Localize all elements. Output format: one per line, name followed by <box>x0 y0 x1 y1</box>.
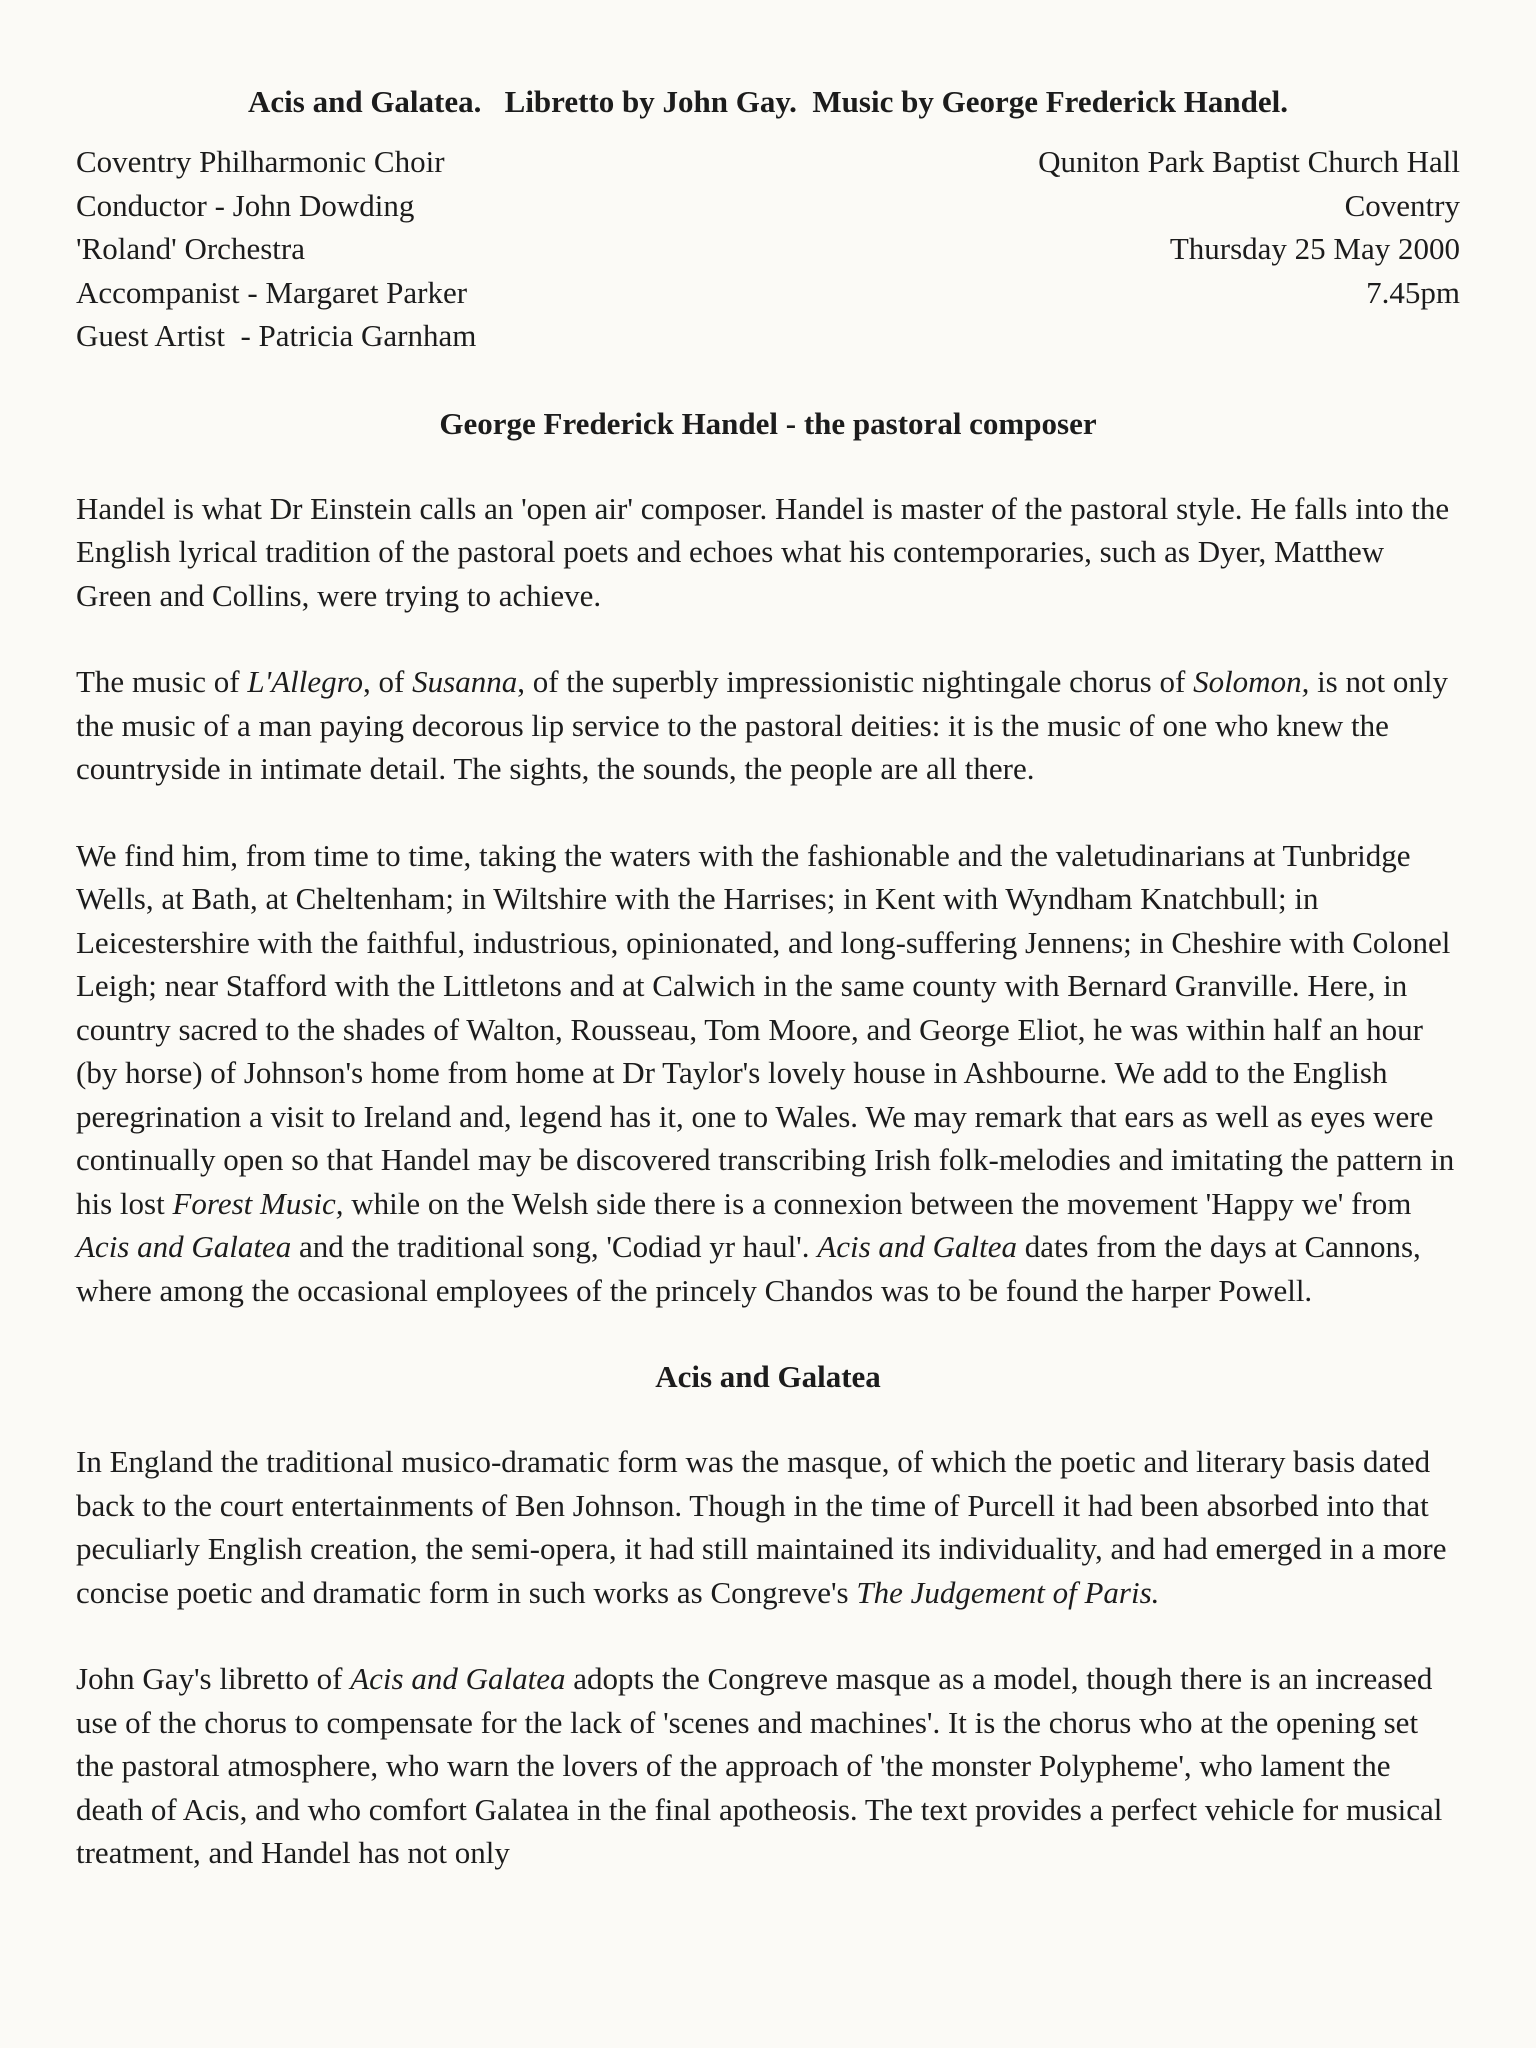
concert-date: Thursday 25 May 2000 <box>1169 231 1460 266</box>
paragraph <box>76 1657 1460 1875</box>
credit-choir: Coventry Philharmonic Choir <box>76 144 445 179</box>
work-title: Acis and Galtea <box>817 1229 1018 1264</box>
work-title: Forest Music, <box>172 1185 344 1221</box>
paragraph-text: The music of <box>76 664 248 699</box>
title-work: Acis and Galatea. <box>248 84 482 119</box>
section-heading-composer: George Frederick Handel - the pastoral composer <box>439 405 1097 441</box>
venue-city: Coventry <box>1344 187 1460 223</box>
paragraph <box>76 1440 1460 1614</box>
work-title: The Judgement of Paris. <box>856 1574 1160 1610</box>
paragraph-text: In England the traditional musico-dramatic form was the masque, of which the poetic and literary basis dated back to the court entertainments of Ben Johnson. Though in the time of Purcell it had been absorbed into that peculiarly English creation, the semi-opera, it had still maintained its individuality, and had emerged in a more concise poetic and dramatic form in such works as Congreve's <box>76 1444 1447 1610</box>
paragraph-text: dates from the days at Cannons, where among the occasional employees of the princely Chandos was to be found the harper Powell. <box>76 1229 1421 1308</box>
paragraph-text: and the traditional song, 'Codiad yr haul'. <box>291 1229 818 1264</box>
concert-info <box>76 140 1460 358</box>
paragraph-text: is not only the music of a man paying decorous lip service to the pastoral deities: it is the music of one who knew the countryside in intimate detail. The sights, the sounds, the people are all there. <box>76 664 1448 786</box>
work-title: L'Allegro <box>247 664 364 699</box>
work-title: Solomon, <box>1193 664 1310 699</box>
paragraph-text: , of <box>363 664 413 699</box>
paragraph-text: John Gay's libretto of <box>76 1661 351 1696</box>
work-title: Acis and Galatea <box>76 1229 292 1264</box>
paragraph <box>76 834 1460 1313</box>
paragraph-text: We find him, from time to time, taking the waters with the fashionable and the valetudinarians at Tunbridge Wells, at Bath, at Cheltenham; in Wiltshire with the Harrises; in Kent with Wyndham Knatchbull; in Leicestershire with the faithful, industrious, opinionated, and long-suffering Jennens; in Cheshire with Colonel Leigh; near Stafford with the Littletons and at Calwich in the same county with Bernard Granville. Here, in country sacred to the shades of Walton, Rousseau, Tom Moore, and George Eliot, he was within half an hour (by horse) of Johnson's home from home at Dr Taylor's lovely house in Ashbourne. We add to the English peregrination a visit to Ireland and, legend has it, one to Wales. We may remark that ears as well as eyes were continually open so that Handel may be discovered transcribing Irish folk-melodies and imitating the pattern in his lost <box>76 837 1455 1221</box>
paragraph-text: adopts the Congreve masque as a model, though there is an increased use of the chorus to compensate for the lack of 'scenes and machines'. It is the chorus who at the opening set the pastoral atmosphere, who warn the lovers of the approach of 'the monster Polypheme', who lament the death of Acis, and who comfort Galatea in the final apotheosis. The text provides a perfect vehicle for musical treatment, and Handel has not only <box>76 1661 1443 1870</box>
section-heading-acis: Acis and Galatea <box>655 1359 881 1394</box>
paragraph-text: while on the Welsh side there is a connexion between the movement 'Happy we' from <box>343 1185 1412 1221</box>
credits-list <box>76 140 476 358</box>
title-composer: Music by George Frederick Handel. <box>812 84 1288 119</box>
credit-conductor: Conductor - John Dowding <box>76 187 415 223</box>
work-title: Acis and Galatea <box>350 1661 566 1696</box>
paragraph-text: , of the superbly impressionistic nightingale chorus of <box>517 664 1194 699</box>
title-librettist: by John Gay. <box>622 84 797 119</box>
credit-accompanist: Accompanist - Margaret Parker <box>76 274 468 310</box>
paragraph <box>76 660 1460 791</box>
work-title: Susanna <box>412 664 518 699</box>
credit-orchestra: 'Roland' Orchestra <box>76 231 305 266</box>
concert-time: 7.45pm <box>1366 274 1460 310</box>
paragraph <box>76 487 1460 618</box>
venue-details <box>1038 140 1460 358</box>
venue-hall: Quniton Park Baptist Church Hall <box>1038 144 1460 179</box>
credit-guest-artist: Guest Artist - Patricia Garnham <box>76 318 477 353</box>
main-title <box>76 70 1460 134</box>
title-libretto: Libretto <box>504 84 615 119</box>
paragraph-text: Handel is what Dr Einstein calls an 'open air' composer. Handel is master of the pastoral style. He falls into the English lyrical tradition of the pastoral poets and echoes what his contemporaries, such as Dyer, Matthew Green and Collins, were trying to achieve. <box>76 490 1450 613</box>
